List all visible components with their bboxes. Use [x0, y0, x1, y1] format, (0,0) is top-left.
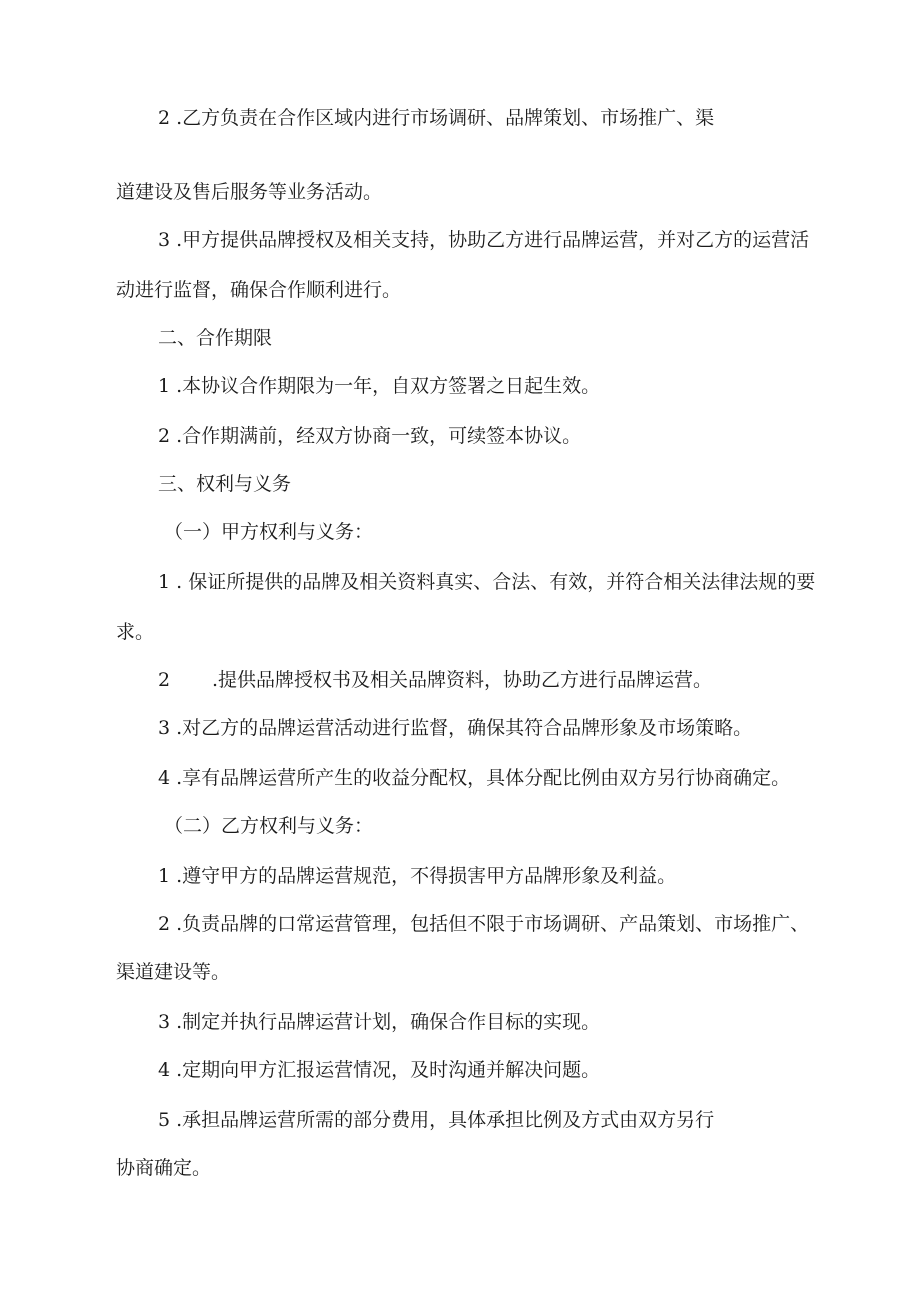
subsection-heading: （二）乙方权利与义务： [164, 815, 374, 837]
section-heading: 二、合作期限 [158, 327, 273, 349]
paragraph-line: 2 .负责品牌的口常运营管理，包括但不限于市场调研、产品策划、市场推广、 [158, 913, 810, 935]
paragraph-line: 1 .本协议合作期限为一年，自双方签署之日起生效。 [158, 375, 601, 397]
paragraph-line: 求。 [116, 621, 155, 643]
paragraph-number: 2 [158, 669, 171, 691]
paragraph-line: 3 .对乙方的品牌运营活动进行监督，确保其符合品牌形象及市场策略。 [158, 717, 753, 739]
paragraph-line: 动进行监督，确保合作顺利进行。 [116, 279, 402, 301]
paragraph-line: 渠道建设等。 [116, 961, 231, 983]
paragraph-line: 5 .承担品牌运营所需的部分费用，具体承担比例及方式由双方另行 [158, 1109, 715, 1131]
paragraph-line: 协商确定。 [116, 1157, 212, 1179]
paragraph-line: 3 .甲方提供品牌授权及相关支持，协助乙方进行品牌运营，并对乙方的运营活 [158, 229, 810, 251]
paragraph-line: 4 .享有品牌运营所产生的收益分配权，具体分配比例由双方另行协商确定。 [158, 767, 791, 789]
paragraph-line: .提供品牌授权书及相关品牌资料，协助乙方进行品牌运营。 [212, 669, 713, 691]
paragraph-line: 4 .定期向甲方汇报运营情况，及时沟通并解决问题。 [158, 1059, 601, 1081]
paragraph-line: 道建设及售后服务等业务活动。 [116, 181, 383, 203]
paragraph-line: 2 .乙方负责在合作区域内进行市场调研、品牌策划、市场推广、渠 [158, 107, 715, 129]
paragraph-line: 2 .合作期满前，经双方协商一致，可续签本协议。 [158, 425, 582, 447]
section-heading: 三、权利与义务 [158, 473, 292, 495]
subsection-heading: （一）甲方权利与义务： [164, 521, 374, 543]
paragraph-line: 1 . 保证所提供的品牌及相关资料真实、合法、有效，并符合相关法律法规的要 [158, 571, 816, 593]
paragraph-line: 3 .制定并执行品牌运营计划，确保合作目标的实现。 [158, 1011, 601, 1033]
paragraph-line: 1 .遵守甲方的品牌运营规范，不得损害甲方品牌形象及利益。 [158, 865, 677, 887]
